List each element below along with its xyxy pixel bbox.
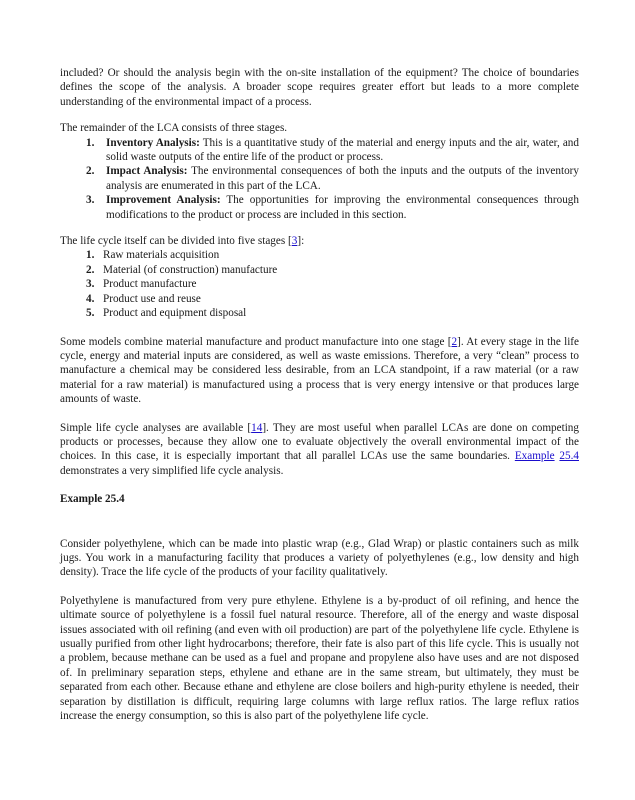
example-problem: Consider polyethylene, which can be made into plastic wrap (e.g., Glad Wrap) or plastic containers such as milk jugs. You work in a manufacturing facility that produces a variety of polyethylenes (e.g., low density and high density). Trace the life cycle of the products of your facility qualitatively. bbox=[60, 537, 579, 579]
list-number: 4. bbox=[86, 292, 95, 305]
list-item bbox=[60, 292, 579, 306]
models-paragraph: Some models combine material manufacture and product manufacture into one stage [2]. At every stage in the life cycle, energy and material inputs are considered, as well as waste emissions. Therefore, a very “clean” process to manufacture a chemical may be considered less desirable, from an LCA standpoint, if a raw material (or a raw material for a raw material) is manufactured using a process that is very energy intensive or that produces large amounts of waste. bbox=[60, 335, 579, 406]
document-page bbox=[60, 66, 579, 723]
stage-title: Impact Analysis: bbox=[106, 165, 188, 178]
lifecycle-stages-list bbox=[60, 248, 579, 320]
stage-title: Inventory Analysis: bbox=[106, 136, 200, 149]
list-number: 1. bbox=[86, 249, 95, 262]
list-item bbox=[60, 263, 579, 277]
list-item-text: Product manufacture bbox=[103, 278, 197, 291]
example-number-link[interactable]: 25.4 bbox=[559, 450, 579, 463]
list-number: 2. bbox=[86, 165, 95, 178]
list-item bbox=[60, 136, 579, 165]
list-item bbox=[60, 306, 579, 320]
lifecycle-intro: The life cycle itself can be divided into five stages [3]: bbox=[60, 235, 305, 248]
example-solution: Polyethylene is manufactured from very pure ethylene. Ethylene is a by-product of oil refining, and hence the ultimate source of polyethylene is a fossil fuel natural resource. Therefore, all of the energy and waste disposal issues associated with oil refining (and even with oil production) are part of the polyethylene life cycle. Ethylene is usually purified from other light hydrocarbons; therefore, their fate is also part of this life cycle. This is usually not a problem, because methane can be used as a fuel and propane and propylene also have uses and are not disposed of. In preliminary separation steps, ethylene and ethane are in the same stream, but ultimately, they must be separated from each other. Because ethane and ethylene are close boilers and high-purity ethylene is needed, their separation by distillation is difficult, requiring large columns with large reflux ratios. The large reflux ratios increase the energy consumption, so this is also part of the polyethylene life cycle. bbox=[60, 594, 579, 723]
citation-link[interactable]: 3 bbox=[291, 235, 298, 248]
citation-link[interactable]: 2 bbox=[451, 335, 458, 348]
stages-intro: The remainder of the LCA consists of three stages. bbox=[60, 122, 288, 135]
list-item-text: Raw materials acquisition bbox=[103, 249, 220, 262]
example-heading: Example 25.4 bbox=[60, 493, 125, 506]
stage-text: This is a quantitative study of the material and energy inputs and the air, water, and solid waste outputs of the entire life of the product or process. bbox=[106, 136, 579, 164]
example-link[interactable]: Example bbox=[514, 450, 555, 463]
list-item-text: Product and equipment disposal bbox=[103, 307, 247, 320]
lca-stages-list bbox=[60, 136, 579, 222]
list-item bbox=[60, 277, 579, 291]
list-number: 3. bbox=[86, 194, 95, 207]
list-item bbox=[60, 164, 579, 193]
list-number: 1. bbox=[86, 136, 95, 149]
stage-text: The environmental consequences of both the inputs and the outputs of the inventory analysis are enumerated in this part of the LCA. bbox=[106, 165, 579, 192]
list-item-text: Product use and reuse bbox=[103, 292, 201, 305]
stage-title: Improvement Analysis: bbox=[106, 194, 221, 207]
list-item-text: Material (of construction) manufacture bbox=[103, 263, 278, 276]
list-number: 5. bbox=[86, 307, 95, 320]
list-item bbox=[60, 193, 579, 222]
simple-lca-paragraph: Simple life cycle analyses are available [14]. They are most useful when parallel LCAs are done on competing products or processes, because they allow one to evaluate objectively the overall environmental impact of the choices. In this case, it is especially important that all parallel LCAs use the same boundaries. Example 25.4 demonstrates a very simplified life cycle analysis. bbox=[60, 421, 579, 477]
list-number: 2. bbox=[86, 263, 95, 276]
intro-paragraph: included? Or should the analysis begin with the on-site installation of the equipment? The choice of boundaries defines the scope of the analysis. A broader scope requires greater effort but leads to a more complete understanding of the environmental impact of a process. bbox=[60, 67, 579, 108]
citation-link[interactable]: 14 bbox=[251, 421, 263, 434]
stage-text: The opportunities for improving the environmental consequences through modifications to the product or process are included in this section. bbox=[106, 194, 579, 221]
list-item bbox=[60, 248, 579, 262]
list-number: 3. bbox=[86, 278, 95, 291]
